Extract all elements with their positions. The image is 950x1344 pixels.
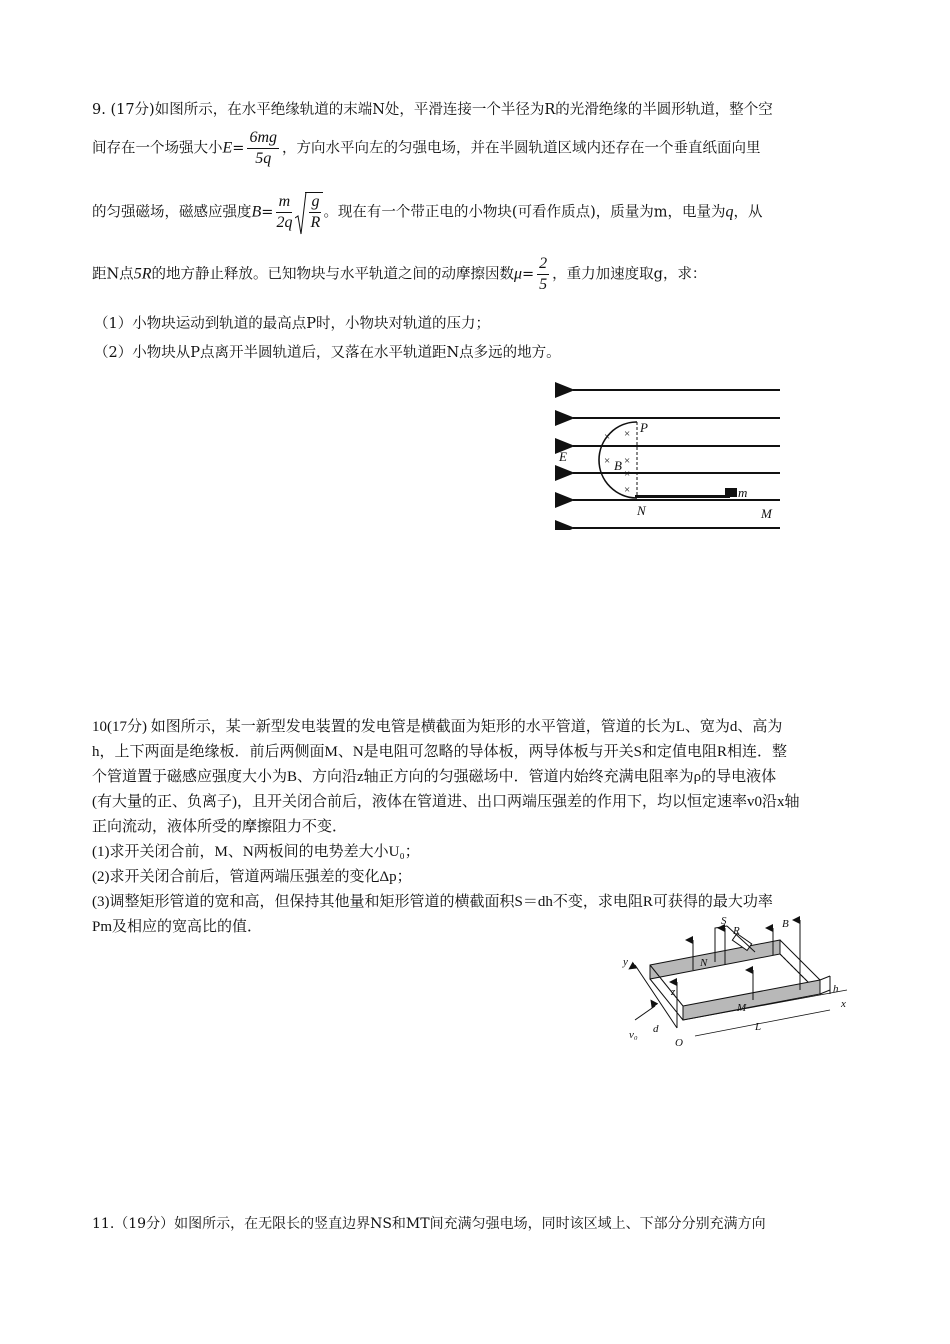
q9-mu-numerator: 2: [537, 254, 549, 275]
cross-mark: ×: [604, 431, 611, 443]
block-m: [725, 488, 737, 497]
q9-line-2-text-a: 间存在一个场强大小: [92, 140, 223, 157]
q9-E-denominator: 5q: [255, 150, 272, 167]
q9-figure: [555, 380, 790, 530]
label-E: E: [559, 449, 567, 464]
cross-mark: ×: [624, 455, 631, 467]
q9-line-4: [92, 254, 706, 295]
plate-M: [683, 980, 820, 1020]
q9-E-fraction: [247, 128, 279, 169]
label-M: M: [761, 506, 772, 521]
label-x: x: [841, 998, 846, 1010]
label-m: m: [738, 485, 748, 500]
label-R: R: [733, 925, 740, 937]
q9-line-4-text-c: ，重力加速度取g，求：: [552, 266, 707, 283]
q9-line-3-text-b: 。现在有一个带正电的小物块(可看作质点)，质量为m，电量为: [323, 204, 726, 221]
q9-E-numerator: 6mg: [247, 128, 279, 149]
q9-line-1: 9. (17分)如图所示，在水平绝缘轨道的末端N处，平滑连接一个半径为R的光滑绝缘的半圆形轨道，整个空: [92, 102, 773, 118]
q10-subquestion-2: (2)求开关闭合前后，管道两端压强差的变化Δp；: [92, 869, 412, 885]
label-P: P: [640, 420, 648, 435]
q9-E-symbol: E: [222, 139, 233, 157]
q10-line-1: 10(17分) 如图所示，某一新型发电装置的发电管是横截面为矩形的水平管道，管道的长为L、宽为d、高为: [92, 719, 783, 735]
q11-line-1: 11.（19分）如图所示，在无限长的竖直边界NS和MT间充满匀强电场，同时该区域上、下部分分别充满方向: [92, 1216, 766, 1232]
q9-eq-1: =: [232, 140, 245, 157]
cross-mark: ×: [624, 428, 631, 440]
label-h: h: [833, 983, 839, 995]
q9-line-4-text-a: 距N点: [92, 266, 134, 283]
q10-figure: [615, 910, 855, 1050]
label-B: B: [782, 918, 789, 930]
q9-mu-fraction: [537, 254, 549, 295]
q9-B-symbol: B: [251, 203, 262, 221]
q9-line-3-text-a: 的匀强磁场，磁感应强度: [92, 204, 252, 221]
q9-eq-3: =: [522, 266, 535, 283]
q9-subquestion-2: （2）小物块从P点离开半圆轨道后，又落在水平轨道距N点多远的地方。: [94, 345, 561, 361]
q9-sqrt-numerator: g: [309, 192, 321, 213]
q9-B-numerator: m: [276, 192, 292, 213]
q10-subquestion-4: Pm及相应的宽高比的值．: [92, 919, 263, 935]
q9-line-2: [92, 128, 761, 169]
radical-sign: [295, 192, 307, 236]
label-y: y: [623, 956, 628, 968]
q9-B-fraction: [276, 192, 292, 233]
label-B: B: [614, 458, 622, 473]
horizontal-track: [635, 495, 730, 498]
q9-B-denominator: 2q: [276, 214, 293, 231]
label-N: N: [637, 503, 646, 518]
label-M: M: [737, 1002, 747, 1014]
cross-mark: ×: [604, 455, 611, 467]
q10-line-5: 正向流动，液体所受的摩擦阻力不变．: [92, 819, 348, 835]
label-d: d: [653, 1023, 659, 1035]
q10-subquestion-3: (3)调整矩形管道的宽和高，但保持其他量和矩形管道的横截面积S＝dh不变，求电阻R可获得的最大功率: [92, 894, 773, 910]
q9-line-4-text-b: 的地方静止释放。已知物块与水平轨道之间的动摩擦因数: [151, 266, 514, 283]
q10-line-2: h，上下两面是绝缘板．前后两侧面M、N是电阻可忽略的导体板，两导体板与开关S和定值电阻R相连．整: [92, 744, 788, 760]
q9-mu-symbol: μ: [513, 265, 522, 283]
q10-subquestion-1: (1)求开关闭合前，M、N两板间的电势差大小U₀；: [92, 844, 420, 860]
label-v0: v₀: [629, 1029, 638, 1041]
label-z: z: [671, 986, 676, 998]
q9-line-3-text-c: ，从: [733, 204, 763, 221]
q9-mu-denominator: 5: [539, 276, 548, 293]
q9-subquestion-1: （1）小物块运动到轨道的最高点P时，小物块对轨道的压力；: [94, 316, 490, 332]
q9-line-2-text-b: ，方向水平向左的匀强电场，并在半圆轨道区域内还存在一个垂直纸面向里: [282, 140, 761, 157]
q9-eq-2: =: [261, 204, 274, 221]
q9-line-3: [92, 192, 763, 233]
label-L: L: [755, 1021, 762, 1033]
q10-line-4: (有大量的正、负离子)，且开关闭合前后，液体在管道进、出口两端压强差的作用下，均以恒定速率v0沿x轴: [92, 794, 800, 810]
q9-5R: 5R: [133, 265, 152, 283]
q9-sqrt-denominator: R: [310, 214, 321, 231]
label-O: O: [675, 1037, 683, 1049]
q9-sqrt: [295, 192, 323, 233]
cross-mark: ×: [624, 468, 631, 480]
label-S: S: [721, 915, 727, 927]
label-N: N: [700, 957, 708, 969]
q10-line-3: 个管道置于磁感应强度大小为B、方向沿z轴正方向的匀强磁场中．管道内始终充满电阻率为ρ的导电液体: [92, 769, 777, 785]
q9-q-symbol: q: [725, 203, 734, 221]
cross-mark: ×: [624, 484, 631, 496]
